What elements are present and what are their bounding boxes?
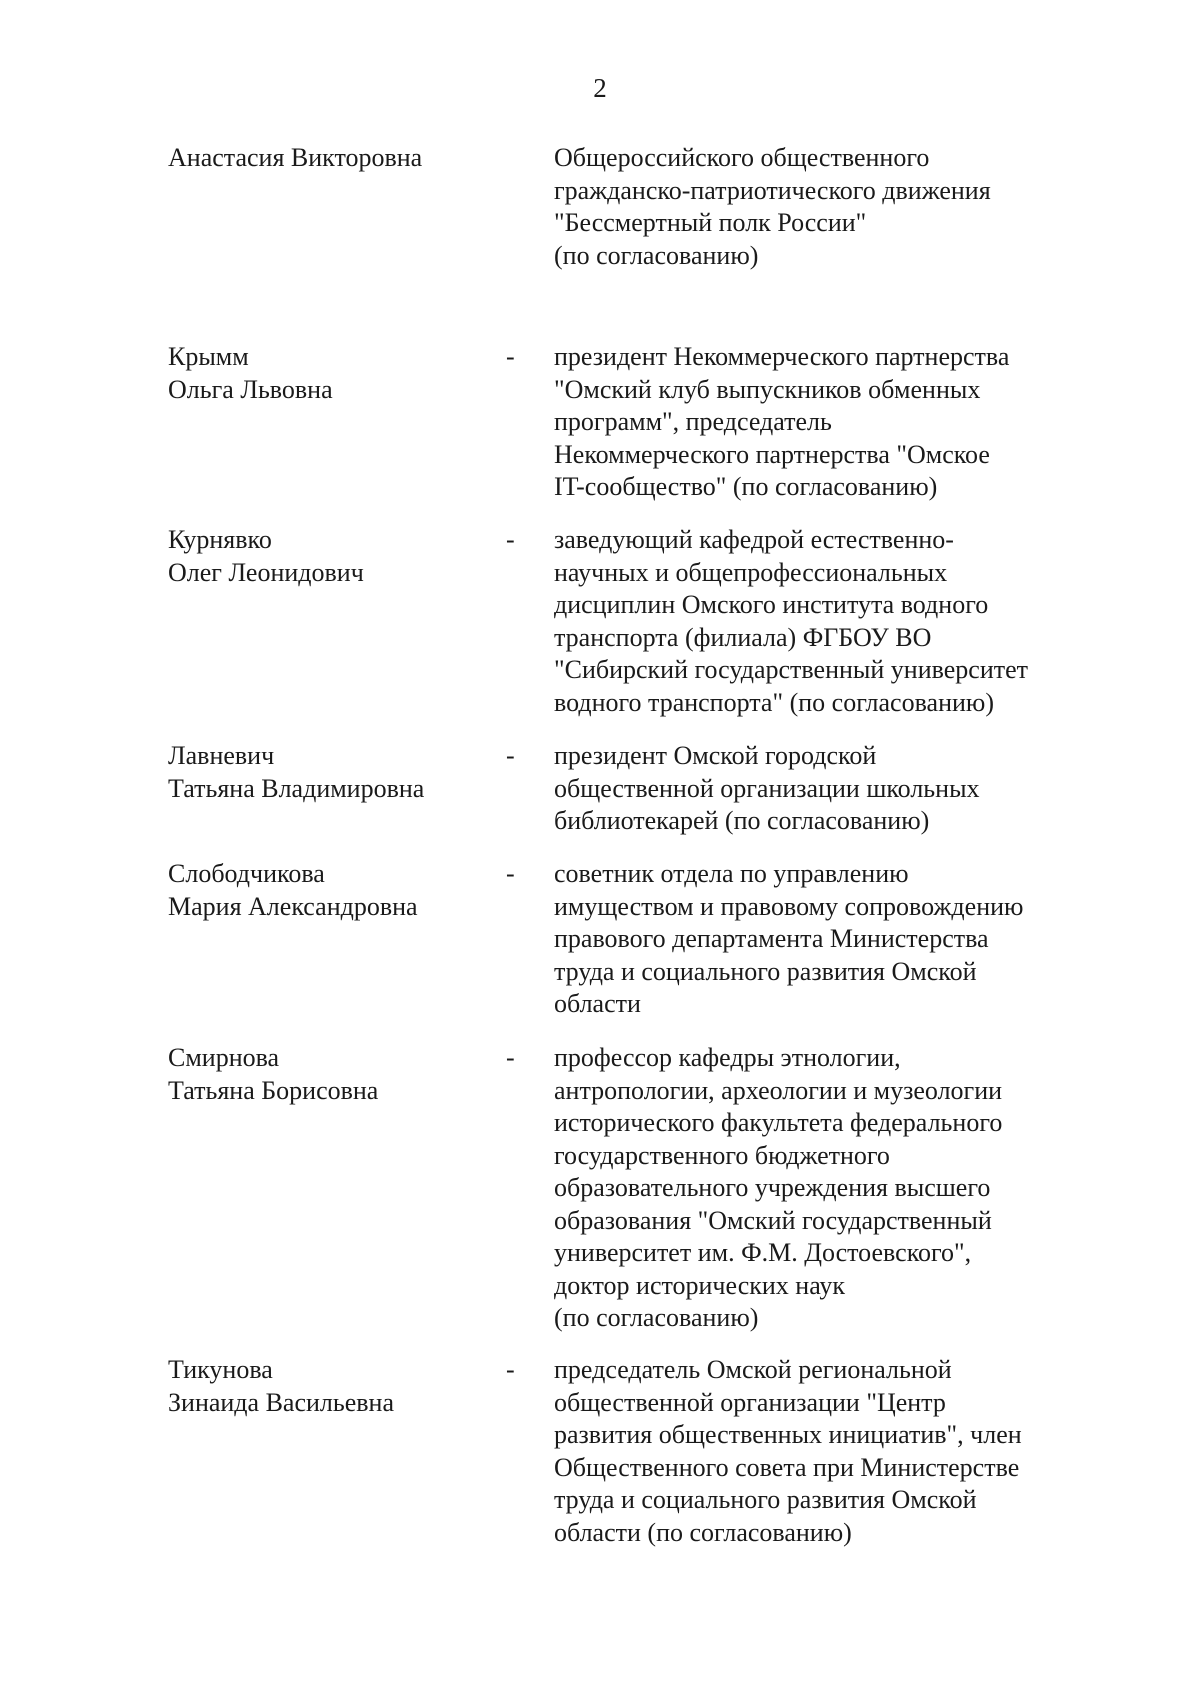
member-given-names: Олег Леонидович xyxy=(168,557,364,587)
separator-dash: - xyxy=(506,1355,515,1384)
member-description-line: антропологии, археологии и музеологии xyxy=(554,1075,1003,1105)
member-description-line: заведующий кафедрой естественно- xyxy=(554,525,954,554)
member-description-line: председатель Омской региональной xyxy=(554,1355,952,1384)
member-description-line: IT-сообщество" (по согласованию) xyxy=(554,472,938,501)
member-given-names: Зинаида Васильевна xyxy=(168,1387,395,1417)
member-description xyxy=(554,740,1094,838)
member-description-line: транспорта (филиала) ФГБОУ ВО xyxy=(554,622,932,652)
member-description-line: области (по согласованию) xyxy=(554,1517,852,1547)
member-description-line: Общественного совета при Министерстве xyxy=(554,1452,1020,1482)
member-description-line: образовательного учреждения высшего xyxy=(554,1173,991,1202)
separator-dash: - xyxy=(506,342,515,371)
member-description-line: (по согласованию) xyxy=(554,1303,759,1332)
member-description-line: программ", председатель xyxy=(554,407,832,436)
member-description-line: труда и социального развития Омской xyxy=(554,956,977,986)
member-given-names: Ольга Львовна xyxy=(168,374,333,404)
separator-dash: - xyxy=(506,1043,515,1072)
member-description xyxy=(554,858,1094,1021)
member-description-line: Общероссийского общественного xyxy=(554,143,930,172)
member-given-names: Татьяна Борисовна xyxy=(168,1075,379,1105)
member-description xyxy=(554,142,1094,272)
member-description-line: научных и общепрофессиональных xyxy=(554,557,948,587)
member-description-line: президент Некоммерческого партнерства xyxy=(554,342,1010,371)
member-description-line: университет им. Ф.М. Достоевского", xyxy=(554,1238,972,1267)
member-name xyxy=(168,524,498,589)
member-description-line: труда и социального развития Омской xyxy=(554,1485,977,1514)
separator-dash: - xyxy=(506,525,515,554)
member-name-line: Анастасия Викторовна xyxy=(168,143,423,172)
separator-dash: - xyxy=(506,741,515,770)
member-surname: Курнявко xyxy=(168,525,272,554)
member-description-line: водного транспорта" (по согласованию) xyxy=(554,687,994,717)
member-surname: Смирнова xyxy=(168,1043,280,1072)
member-name xyxy=(168,341,498,406)
member-description xyxy=(554,341,1094,504)
member-surname: Крымм xyxy=(168,342,249,371)
member-surname: Лавневич xyxy=(168,741,275,770)
member-name xyxy=(168,142,498,175)
member-description xyxy=(554,1042,1094,1335)
member-description-line: (по согласованию) xyxy=(554,240,759,270)
member-description-line: президент Омской городской xyxy=(554,741,877,770)
member-description-line: правового департамента Министерства xyxy=(554,924,989,953)
member-name xyxy=(168,740,498,805)
member-description-line: государственного бюджетного xyxy=(554,1140,890,1170)
member-description-line: развития общественных инициатив", член xyxy=(554,1420,1022,1449)
member-given-names: Татьяна Владимировна xyxy=(168,773,425,803)
member-description-line: имуществом и правовому сопровождению xyxy=(554,891,1024,921)
member-name xyxy=(168,1042,498,1107)
member-description-line: дисциплин Омского института водного xyxy=(554,590,989,619)
member-description-line: доктор исторических наук xyxy=(554,1270,846,1300)
member-description-line: исторического факультета федерального xyxy=(554,1108,1003,1137)
member-description-line: "Бессмертный полк России" xyxy=(554,208,867,237)
member-surname: Слободчикова xyxy=(168,859,325,888)
member-description-line: профессор кафедры этнологии, xyxy=(554,1043,901,1072)
member-description-line: гражданско-патриотического движения xyxy=(554,175,991,205)
member-surname: Тикунова xyxy=(168,1355,273,1384)
member-description-line: "Омский клуб выпускников обменных xyxy=(554,374,981,404)
member-description-line: "Сибирский государственный университет xyxy=(554,655,1028,684)
member-description-line: Некоммерческого партнерства "Омское xyxy=(554,439,990,469)
member-description-line: образования "Омский государственный xyxy=(554,1205,992,1235)
member-description-line: общественной организации "Центр xyxy=(554,1387,946,1417)
member-name xyxy=(168,1354,498,1419)
member-description-line: советник отдела по управлению xyxy=(554,859,909,888)
separator-dash: - xyxy=(506,859,515,888)
member-description xyxy=(554,524,1094,719)
member-description-line: общественной организации школьных xyxy=(554,773,980,803)
member-name xyxy=(168,858,498,923)
page-number: 2 xyxy=(593,73,607,103)
member-given-names: Мария Александровна xyxy=(168,891,418,921)
member-description xyxy=(554,1354,1094,1549)
member-description-line: области xyxy=(554,989,641,1018)
member-description-line: библиотекарей (по согласованию) xyxy=(554,806,930,835)
